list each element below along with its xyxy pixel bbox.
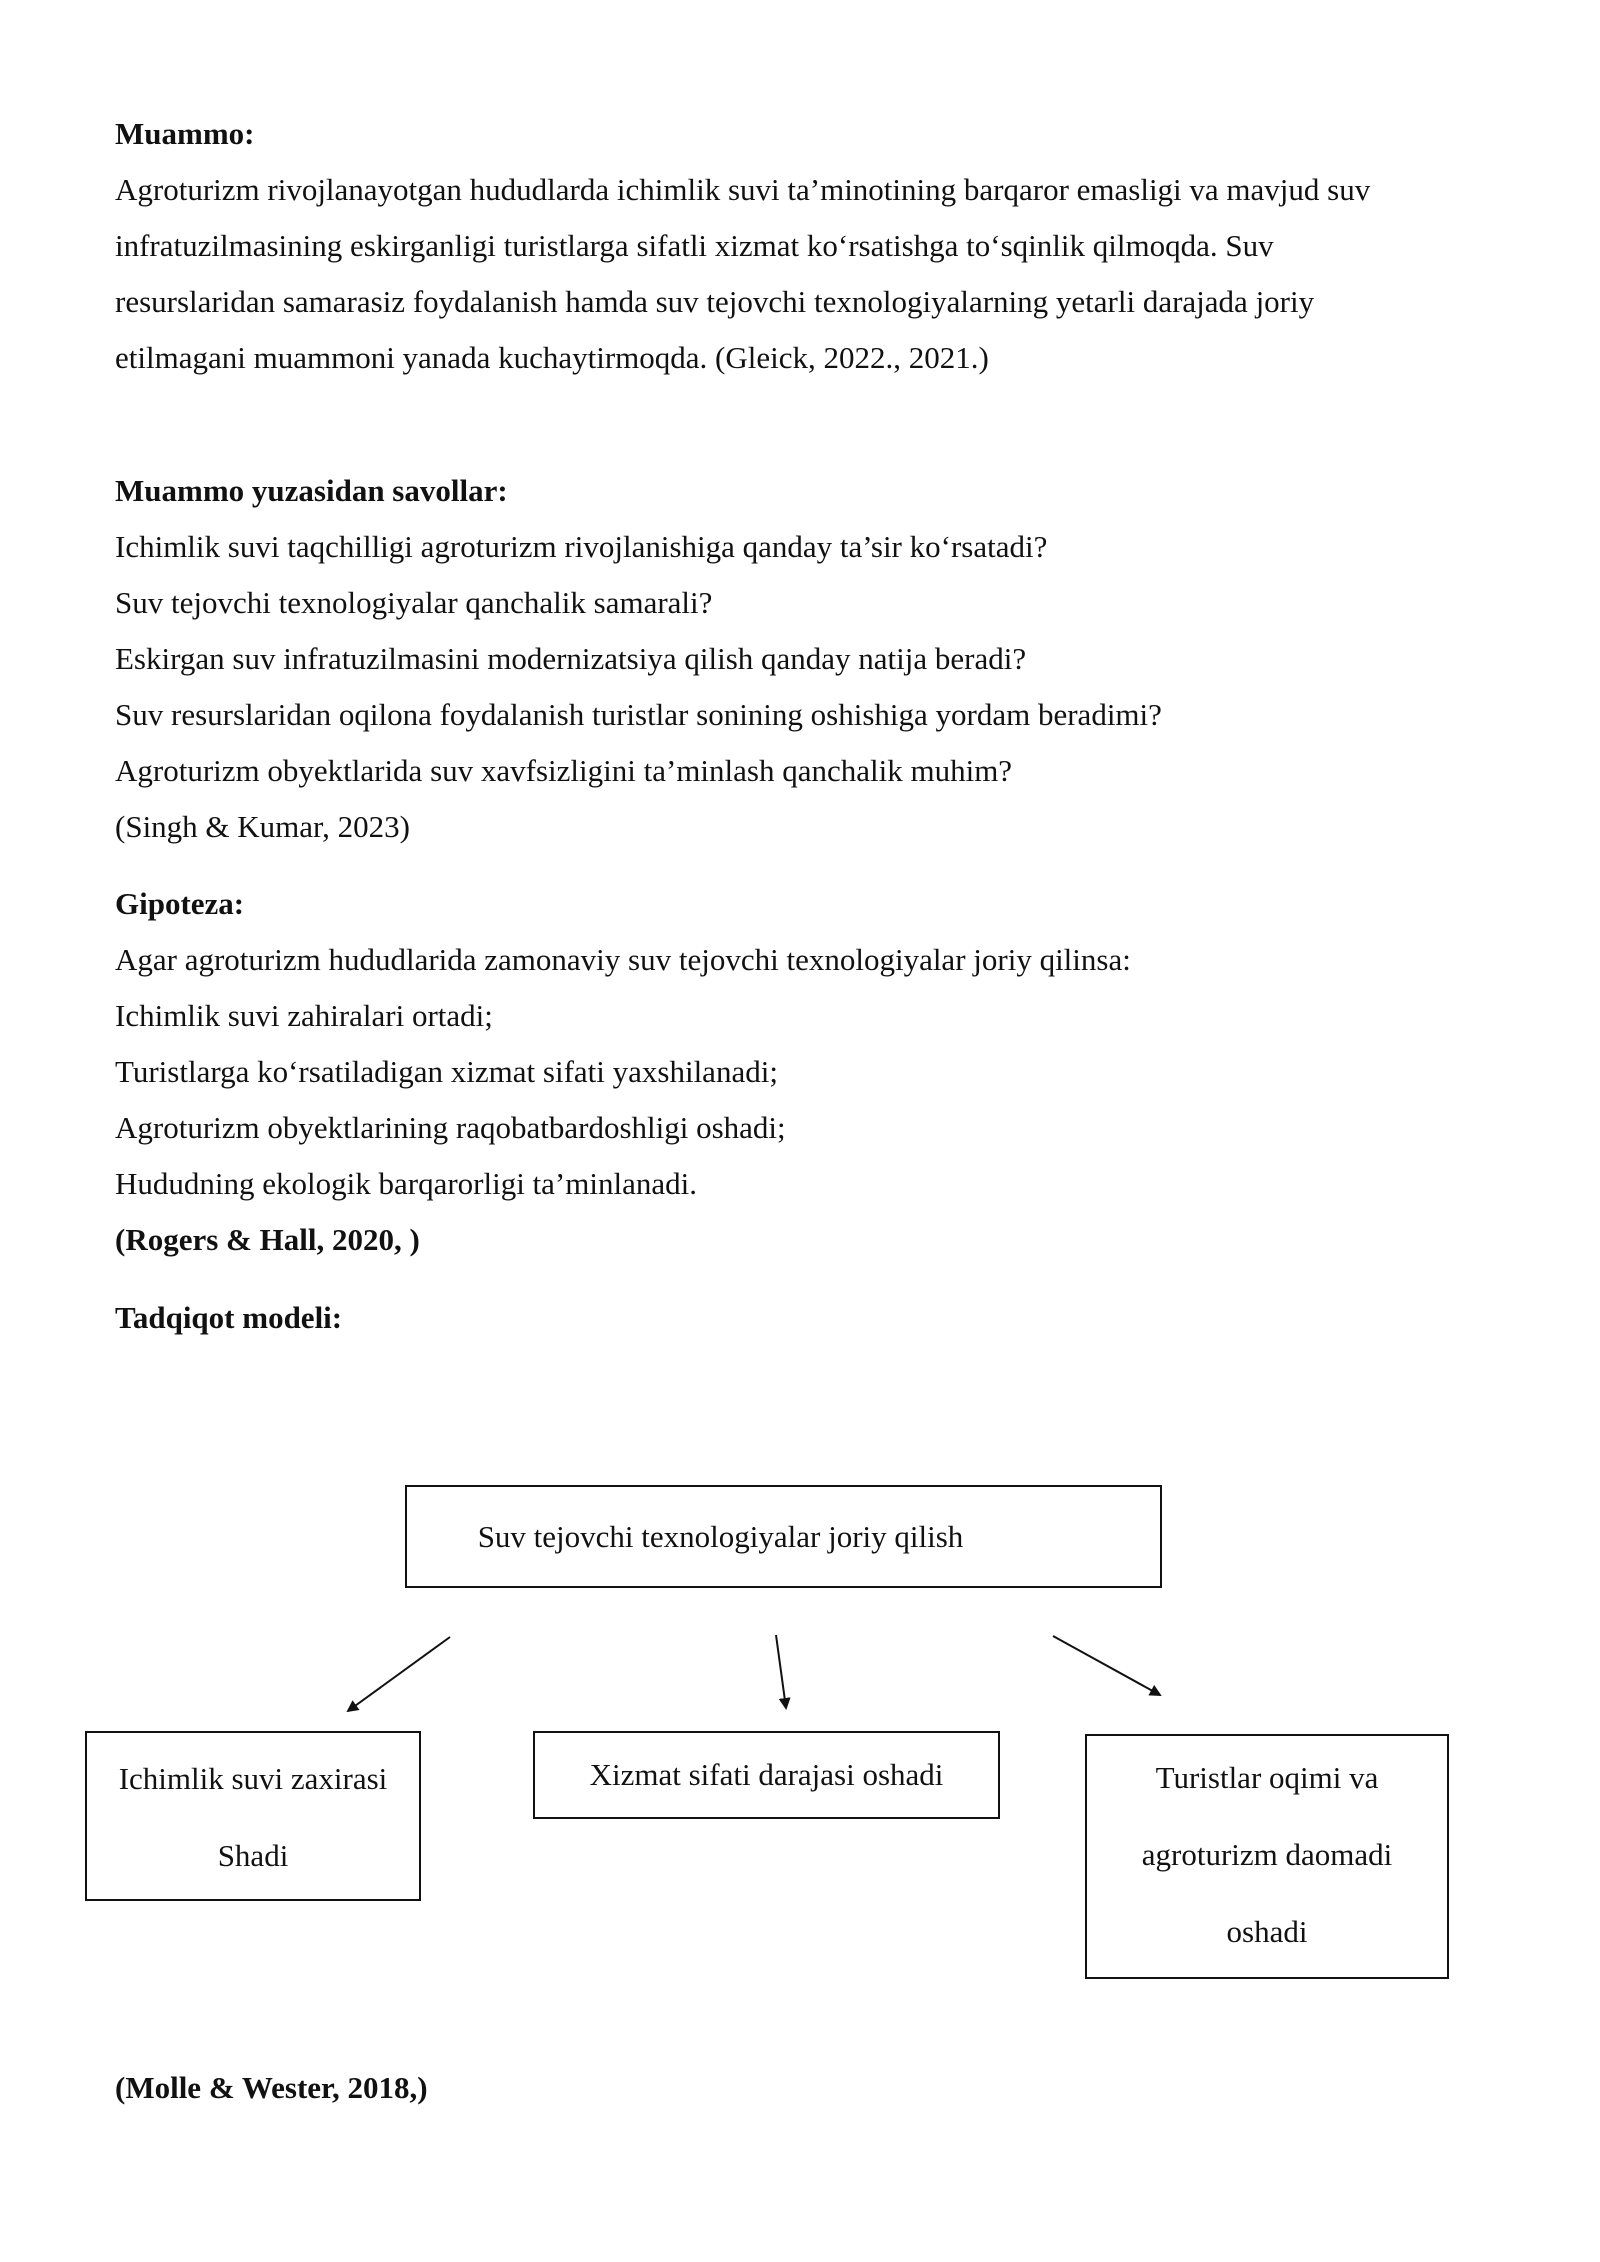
- hypothesis-heading: Gipoteza:: [115, 886, 245, 921]
- diagram-right-box-line: oshadi: [1226, 1914, 1308, 1949]
- diagram-left-box: [85, 1731, 421, 1901]
- diagram-middle-box: [533, 1731, 1000, 1819]
- problem-line: resurslaridan samarasiz foydalanish hamda suv tejovchi texnologiyalarning yetarli darajada joriy: [115, 284, 1315, 319]
- final-citation-block: [115, 2060, 1455, 2116]
- hypothesis-intro: Agar agroturizm hududlarida zamonaviy suv tejovchi texnologiyalar joriy qilinsa:: [115, 942, 1131, 977]
- diagram-left-box-line: Ichimlik suvi zaxirasi: [118, 1761, 388, 1796]
- hypothesis-section: [115, 876, 1455, 1268]
- question-item: Suv tejovchi texnologiyalar qanchalik samarali?: [115, 585, 713, 620]
- model-section: [115, 1290, 1455, 1346]
- problem-section: [115, 106, 1455, 386]
- diagram-left-box-line: Shadi: [217, 1838, 289, 1873]
- questions-section: [115, 463, 1455, 855]
- question-item: Ichimlik suvi taqchilligi agroturizm rivojlanishiga qanday ta’sir ko‘rsatadi?: [115, 529, 1048, 564]
- hypothesis-item: Turistlarga ko‘rsatiladigan xizmat sifati yaxshilanadi;: [115, 1054, 778, 1089]
- diagram-middle-box-label: Xizmat sifati darajasi oshadi: [589, 1757, 944, 1792]
- diagram-right-box-line: agroturizm daomadi: [1141, 1837, 1393, 1872]
- diagram-top-box-label: Suv tejovchi texnologiyalar joriy qilish: [477, 1519, 964, 1554]
- diagram-right-box-line: Turistlar oqimi va: [1155, 1760, 1379, 1795]
- hypothesis-citation: (Rogers & Hall, 2020, ): [115, 1222, 420, 1257]
- questions-citation: (Singh & Kumar, 2023): [115, 809, 410, 844]
- final-citation: (Molle & Wester, 2018,): [115, 2070, 428, 2105]
- problem-line: infratuzilmasining eskirganligi turistlarga sifatli xizmat ko‘rsatishga to‘sqinlik qilmoqda. Suv: [115, 228, 1274, 263]
- problem-heading: Muammo:: [115, 116, 255, 151]
- problem-line: Agroturizm rivojlanayotgan hududlarda ichimlik suvi ta’minotining barqaror emasligi va mavjud suv: [115, 172, 1371, 207]
- arrow-to-middle-box: [776, 1635, 786, 1708]
- arrow-to-left-box: [348, 1637, 450, 1711]
- hypothesis-item: Hududning ekologik barqarorligi ta’minlanadi.: [115, 1166, 697, 1201]
- problem-line: etilmagani muammoni yanada kuchaytirmoqda. (Gleick, 2022., 2021.): [115, 340, 989, 375]
- hypothesis-item: Ichimlik suvi zahiralari ortadi;: [115, 998, 493, 1033]
- model-heading: Tadqiqot modeli:: [115, 1300, 343, 1335]
- question-item: Suv resurslaridan oqilona foydalanish turistlar sonining oshishiga yordam beradimi?: [115, 697, 1162, 732]
- diagram-right-box: [1085, 1734, 1449, 1979]
- question-item: Eskirgan suv infratuzilmasini modernizatsiya qilish qanday natija beradi?: [115, 641, 1027, 676]
- question-item: Agroturizm obyektlarida suv xavfsizligini ta’minlash qanchalik muhim?: [115, 753, 1013, 788]
- arrow-to-right-box: [1053, 1636, 1160, 1695]
- hypothesis-item: Agroturizm obyektlarining raqobatbardoshligi oshadi;: [115, 1110, 786, 1145]
- diagram-top-box: [405, 1485, 1162, 1588]
- questions-heading: Muammo yuzasidan savollar:: [115, 473, 508, 508]
